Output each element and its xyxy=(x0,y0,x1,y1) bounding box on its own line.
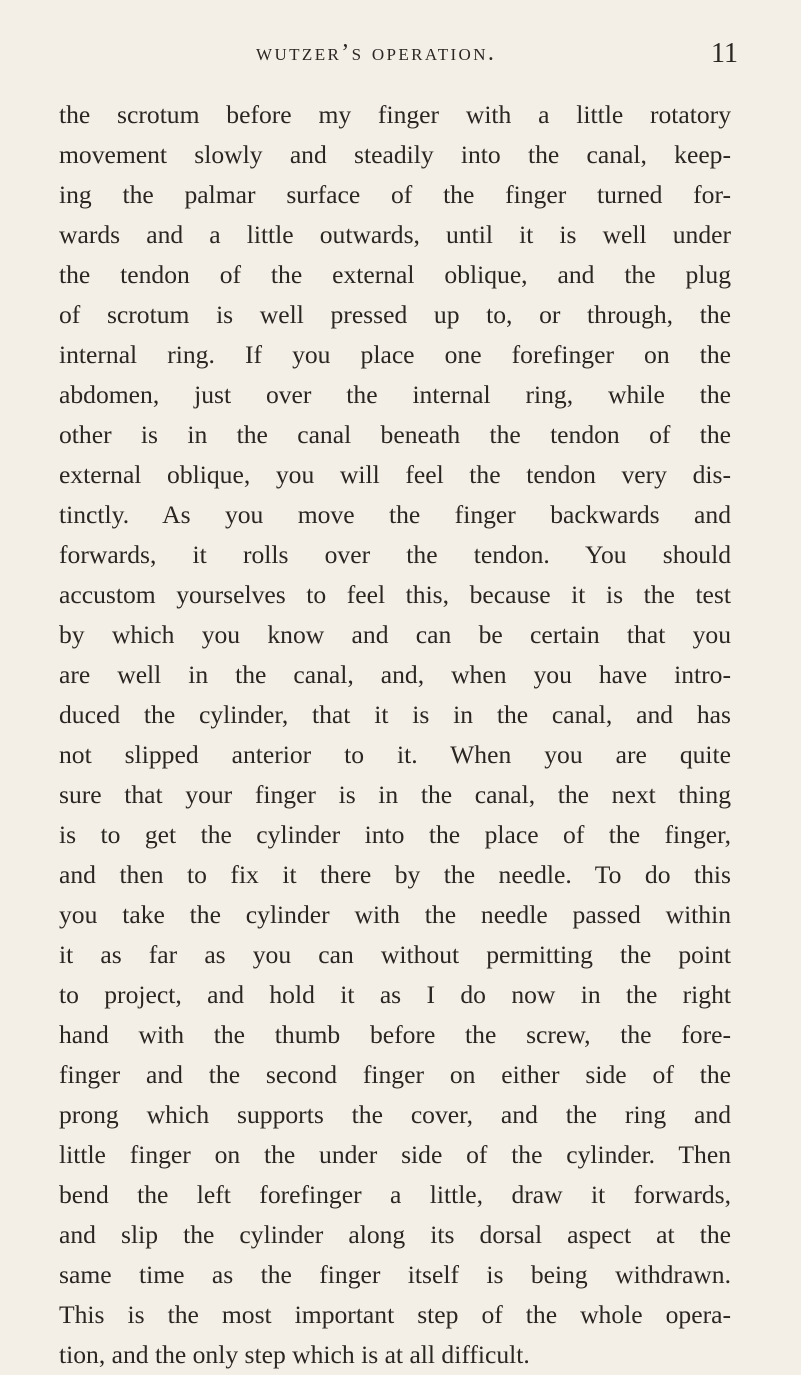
body-text xyxy=(59,95,731,1375)
page-number: 11 xyxy=(711,38,738,69)
text-line: little finger on the under side of the cylinder. Then xyxy=(59,1140,731,1169)
text-line: of scrotum is well pressed up to, or through, the xyxy=(59,300,731,329)
text-line: tinctly. As you move the finger backwards and xyxy=(59,500,731,529)
text-line: wards and a little outwards, until it is well under xyxy=(59,220,731,249)
text-line: ing the palmar surface of the finger turned for- xyxy=(59,180,731,209)
text-line: other is in the canal beneath the tendon of the xyxy=(59,420,731,449)
text-line: you take the cylinder with the needle passed within xyxy=(59,900,731,929)
text-line: internal ring. If you place one forefinger on the xyxy=(59,340,731,369)
text-line: movement slowly and steadily into the canal, keep- xyxy=(59,140,731,169)
text-line: external oblique, you will feel the tendon very dis- xyxy=(59,460,731,489)
text-line: not slipped anterior to it. When you are quite xyxy=(59,740,731,769)
text-line: accustom yourselves to feel this, because it is the test xyxy=(59,580,731,609)
text-line: finger and the second finger on either side of the xyxy=(59,1060,731,1089)
text-line: is to get the cylinder into the place of the finger, xyxy=(59,820,731,849)
text-line: to project, and hold it as I do now in the right xyxy=(59,980,731,1009)
text-line: forwards, it rolls over the tendon. You should xyxy=(59,540,731,569)
text-line: are well in the canal, and, when you have intro- xyxy=(59,660,731,689)
text-line: and slip the cylinder along its dorsal aspect at the xyxy=(59,1220,731,1249)
text-line: This is the most important step of the whole opera- xyxy=(59,1300,731,1329)
text-line: same time as the finger itself is being withdrawn. xyxy=(59,1260,731,1289)
text-line: it as far as you can without permitting the point xyxy=(59,940,731,969)
text-line: tion, and the only step which is at all difficult. xyxy=(59,1340,530,1369)
text-line: the scrotum before my finger with a little rotatory xyxy=(59,100,731,129)
text-line: bend the left forefinger a little, draw it forwards, xyxy=(59,1180,731,1209)
text-line: sure that your finger is in the canal, the next thing xyxy=(59,780,731,809)
text-line: by which you know and can be certain that you xyxy=(59,620,731,649)
running-title: wutzer’s operation. xyxy=(256,40,497,66)
text-line: duced the cylinder, that it is in the canal, and has xyxy=(59,700,731,729)
text-line: prong which supports the cover, and the ring and xyxy=(59,1100,731,1129)
text-line: hand with the thumb before the screw, the fore- xyxy=(59,1020,731,1049)
text-line: and then to fix it there by the needle. To do this xyxy=(59,860,731,889)
text-line: abdomen, just over the internal ring, while the xyxy=(59,380,731,409)
text-line: the tendon of the external oblique, and the plug xyxy=(59,260,731,289)
running-head xyxy=(60,38,738,74)
